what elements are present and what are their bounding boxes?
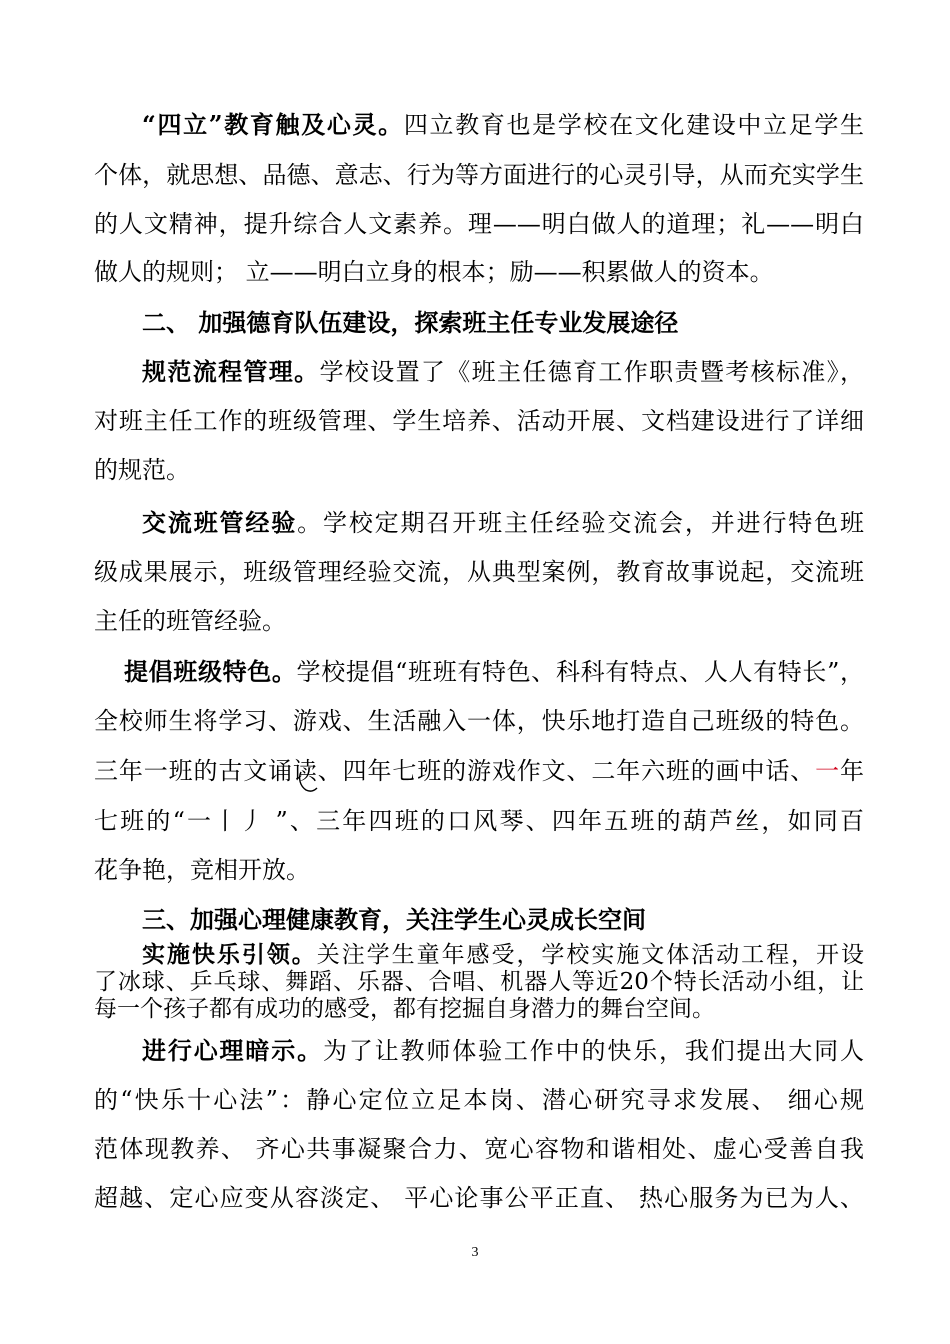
paragraph-6-line-1 — [142, 1036, 864, 1066]
paragraph-4-line-4: 七班的“一丨丿 ”、三年四班的口风琴、四年五班的葫芦丝，如同百 — [94, 807, 864, 835]
paragraph-4-line-1 — [124, 657, 864, 687]
paragraph-5-line-2: 了冰球、乒乓球、舞蹈、乐器、合唱、机器人等近20个特长活动小组，让 — [94, 969, 864, 995]
page-number: 3 — [471, 1245, 479, 1260]
paragraph-1-text-1: 四立教育也是学校在文化建设中立足学生 — [403, 111, 865, 139]
paragraph-6-text-1: 为了让教师体验工作中的快乐，我们提出大同人 — [322, 1037, 865, 1065]
paragraph-5-line-1 — [142, 942, 864, 968]
handwritten-mark-icon — [296, 770, 320, 794]
paragraph-3-line-2: 级成果展示，班级管理经验交流，从典型案例，教育故事说起，交流班 — [94, 558, 864, 586]
paragraph-1-line-1 — [142, 110, 864, 140]
paragraph-4-red-char: 一 — [815, 757, 841, 785]
paragraph-3-line-1 — [142, 508, 864, 538]
paragraph-6-lead: 进行心理暗示。 — [142, 1036, 323, 1065]
paragraph-3-text-1: 。学校定期召开班主任经验交流会，并进行特色班 — [297, 509, 865, 537]
paragraph-4-line-2: 全校师生将学习、游戏、生活融入一体，快乐地打造自己班级的特色。 — [94, 707, 864, 735]
paragraph-5-text-1: 关注学生童年感受，学校实施文体活动工程，开设 — [316, 942, 865, 968]
paragraph-4-text-3a: 三年一班的古文诵读、四年七班的游戏作文、二年六班的画中话、 — [94, 757, 816, 785]
paragraph-4-text-1: 学校提倡“班班有特色、科科有特点、人人有特长”， — [296, 658, 864, 686]
paragraph-6-line-3: 范体现教养、 齐心共事凝聚合力、宽心容物和谐相处、虚心受善自我 — [94, 1135, 864, 1163]
paragraph-5-line-3: 每一个孩子都有成功的感受，都有挖掘自身潜力的舞台空间。 — [94, 996, 715, 1022]
paragraph-1-line-2: 个体，就思想、品德、意志、行为等方面进行的心灵引导，从而充实学生 — [94, 161, 864, 189]
paragraph-3-line-3: 主任的班管经验。 — [94, 607, 286, 635]
paragraph-2-line-1 — [142, 357, 864, 387]
paragraph-4-text-3b: 年 — [840, 757, 865, 785]
paragraph-2-line-3: 的规范。 — [94, 456, 190, 484]
paragraph-1-line-3: 的人文精神，提升综合人文素养。理——明白做人的道理；礼——明白 — [94, 210, 864, 238]
paragraph-2-lead: 规范流程管理。 — [142, 357, 320, 386]
paragraph-1-lead: “四立”教育触及心灵。 — [142, 110, 404, 139]
paragraph-2-text-1: 学校设置了《班主任德育工作职责暨考核标准》， — [319, 358, 864, 386]
section-heading-3: 三、加强心理健康教育，关注学生心灵成长空间 — [142, 906, 646, 934]
paragraph-2-line-2: 对班主任工作的班级管理、学生培养、活动开展、文档建设进行了详细 — [94, 407, 864, 435]
paragraph-4-line-5: 花争艳，竞相开放。 — [94, 856, 310, 884]
paragraph-4-line-3 — [94, 756, 864, 786]
paragraph-4-lead: 提倡班级特色。 — [124, 657, 297, 686]
paragraph-6-line-4: 超越、定心应变从容淡定、 平心论事公平正直、 热心服务为已为人、 — [94, 1184, 864, 1212]
paragraph-5-lead: 实施快乐引领。 — [142, 941, 317, 968]
paragraph-1-line-4: 做人的规则； 立——明白立身的根本；励——积累做人的资本。 — [94, 258, 774, 286]
paragraph-6-line-2: 的“快乐十心法”：静心定位立足本岗、潜心研究寻求发展、 细心规 — [94, 1086, 864, 1114]
paragraph-3-lead: 交流班管经验 — [142, 508, 298, 537]
section-heading-2: 二、 加强德育队伍建设，探索班主任专业发展途径 — [142, 309, 679, 337]
